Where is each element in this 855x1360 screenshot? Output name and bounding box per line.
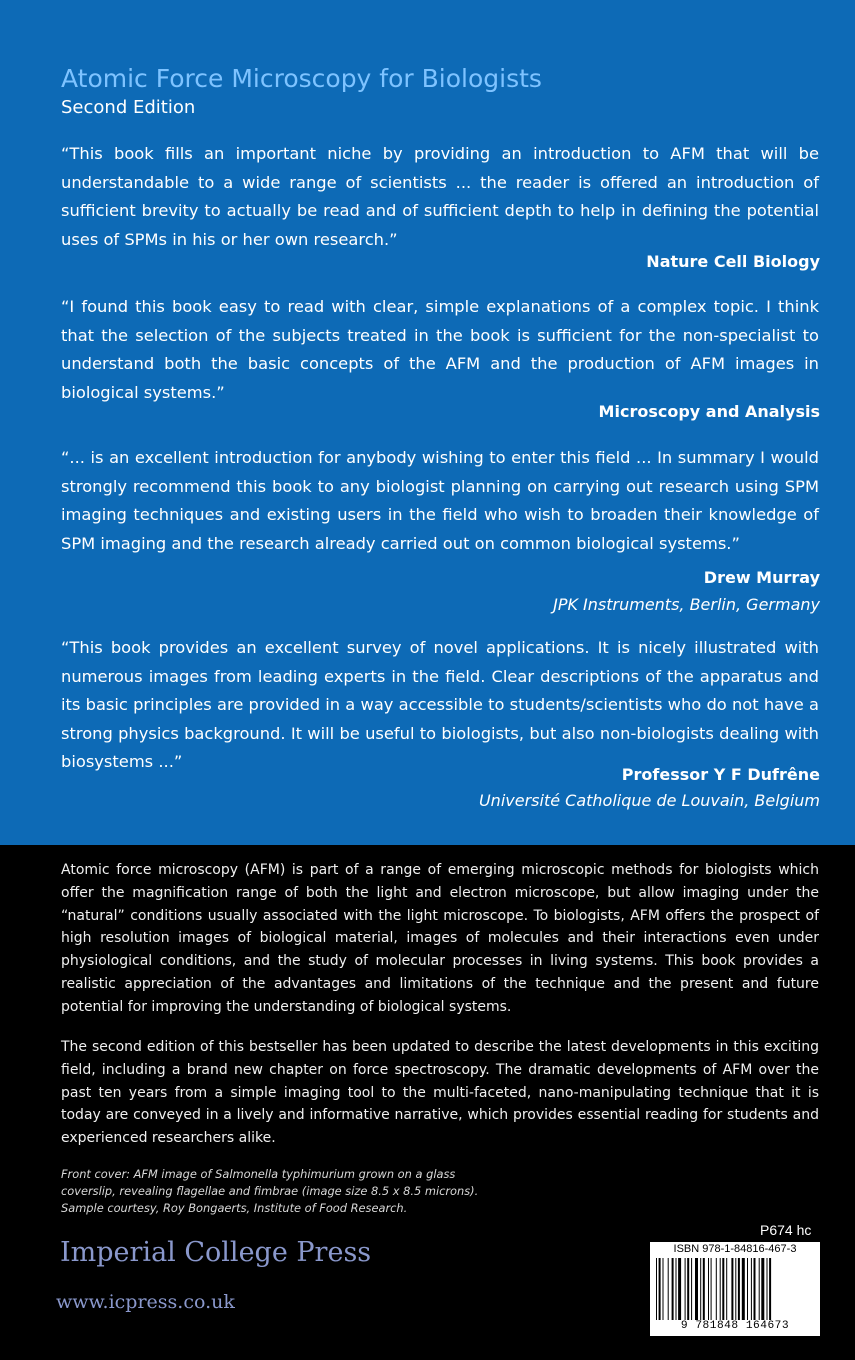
book-title: Atomic Force Microscopy for Biologists	[61, 64, 542, 93]
barcode-stripe	[751, 1258, 752, 1320]
barcode-stripe	[695, 1258, 698, 1320]
publisher-name: Imperial College Press	[60, 1237, 372, 1268]
barcode-stripe	[711, 1258, 712, 1320]
isbn-barcode	[650, 1242, 820, 1336]
cover-credit-line-2: coverslip, revealing flagellae and fimbrae (image size 8.5 x 8.5 microns).	[61, 1184, 479, 1198]
barcode-stripe	[767, 1258, 768, 1320]
review-affiliation-3: JPK Instruments, Berlin, Germany	[553, 595, 820, 614]
back-cover-description-panel	[0, 845, 855, 1360]
barcode-stripe	[700, 1258, 701, 1320]
barcode-stripe	[676, 1258, 677, 1320]
barcode-stripe	[726, 1258, 727, 1320]
barcode-stripe	[759, 1258, 760, 1320]
review-quote-4: “This book provides an excellent survey of novel applications. It is nicely illustrated with numerous images from leading experts in the field. Clear descriptions of the apparatus and its basic principles are provided in a way accessible to students/scientists who do not have a strong physics background. It will be useful to biologists, but also non-biologists dealing with biosystems ...”	[61, 638, 819, 771]
review-source-1: Nature Cell Biology	[646, 252, 820, 271]
review-affiliation-4: Université Catholique de Louvain, Belgium	[478, 791, 820, 810]
cover-credit-line-1: Front cover: AFM image of Salmonella typhimurium grown on a glass	[61, 1167, 456, 1181]
barcode-stripe	[754, 1258, 756, 1320]
cover-credit-line-3: Sample courtesy, Roy Bongaerts, Institute of Food Research.	[61, 1201, 408, 1215]
review-quote-3: “... is an excellent introduction for anybody wishing to enter this field ... In summary I would strongly recommend this book to any biologist planning on carrying out research using SPM imaging techniques and existing users in the field who wish to broaden their knowledge of SPM imaging and the research already carried out on common biological systems.”	[61, 448, 819, 553]
isbn-label: ISBN 978-1-84816-467-3	[673, 1243, 797, 1255]
review-source-3: Drew Murray	[703, 568, 820, 587]
barcode-stripe	[656, 1258, 657, 1320]
review-quote-2: “I found this book easy to read with clear, simple explanations of a complex topic. I think that the selection of the subjects treated in the book is sufficient for the non-specialist to understand both the basic concepts of the AFM and the production of AFM images in biological systems.”	[61, 297, 819, 402]
book-edition: Second Edition	[61, 97, 196, 118]
cover-credit	[61, 1166, 521, 1217]
publisher-url[interactable]: www.icpress.co.uk	[56, 1291, 235, 1313]
product-code: P674 hc	[760, 1222, 812, 1238]
barcode-stripe	[716, 1258, 717, 1320]
review-source-2: Microscopy and Analysis	[598, 402, 820, 421]
review-quote-1: “This book fills an important niche by providing an introduction to AFM that will be understandable to a wide range of scientists ... the reader is offered an introduction of sufficient brevity to actually be read and of sufficient depth to help in defining the potential uses of SPMs in his or her own research.”	[61, 144, 819, 249]
barcode-stripe	[678, 1258, 681, 1320]
barcode-stripe	[742, 1258, 745, 1320]
barcode-stripe	[761, 1258, 764, 1320]
barcode-stripe	[691, 1258, 692, 1320]
barcode-stripe	[685, 1258, 686, 1320]
barcode-stripe	[687, 1258, 689, 1320]
review-source-4: Professor Y F Dufrêne	[621, 765, 820, 784]
barcode-stripe	[708, 1258, 709, 1320]
barcode-stripe	[731, 1258, 733, 1320]
barcode-stripe	[738, 1258, 740, 1320]
barcode-stripe	[720, 1258, 721, 1320]
description-paragraph-1: Atomic force microscopy (AFM) is part of a range of emerging microscopic methods for biologists which offer the magnification range of both the light and electron microscope, but allow imaging under the “natural” conditions usually associated with the light microscope. To biologists, AFM offers the prospect of high resolution images of biological material, images of molecules and their interactions even under physiological conditions, and the study of molecular processes in living systems. This book provides a realistic appreciation of the advantages and limitations of the technique and the present and future potential for improving the understanding of biological systems.	[61, 862, 819, 1015]
barcode-stripe	[663, 1258, 664, 1320]
barcode-stripe	[769, 1258, 771, 1320]
barcode-stripe	[668, 1258, 669, 1320]
description-paragraph-2: The second edition of this bestseller has been updated to describe the latest developments in this exciting field, including a brand new chapter on force spectroscopy. The dramatic developments of AFM over the past ten years from a simple imaging tool to the multi-faceted, nano-manipulating technique that it is today are conveyed in a lively and informative narrative, which provides essential reading for students and experienced researchers alike.	[61, 1039, 819, 1147]
barcode-stripe	[735, 1258, 736, 1320]
barcode-digits: 9 781848 164673	[680, 1320, 790, 1332]
barcode-stripe	[703, 1258, 705, 1320]
barcode-stripe	[672, 1258, 674, 1320]
barcode-bars-icon	[656, 1258, 814, 1320]
barcode-stripe	[659, 1258, 661, 1320]
barcode-stripe	[722, 1258, 724, 1320]
barcode-stripe	[747, 1258, 748, 1320]
